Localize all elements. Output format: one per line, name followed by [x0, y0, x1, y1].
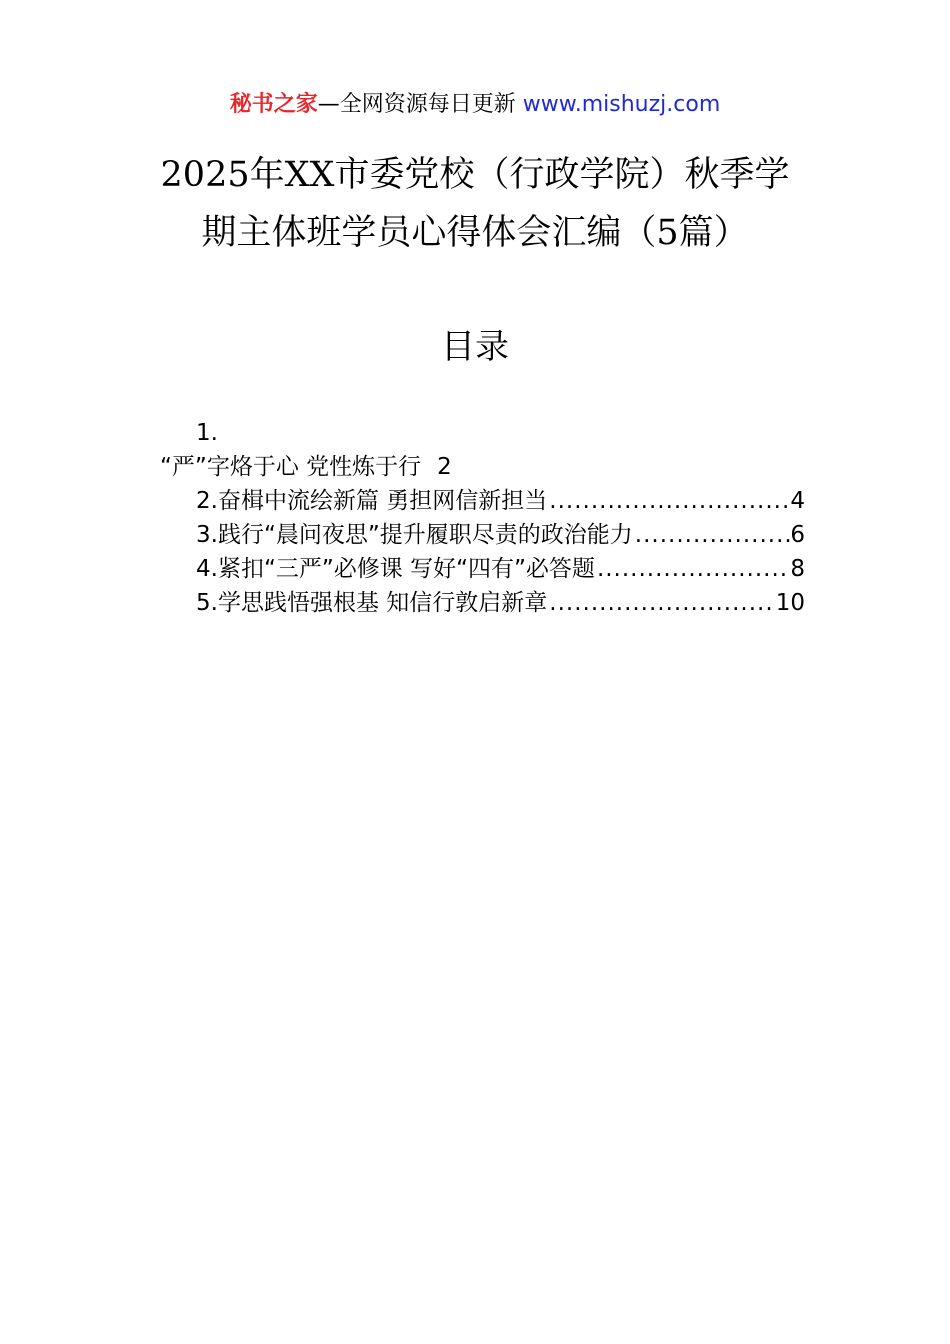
- toc-heading: 目录: [441, 327, 509, 367]
- brand-name: 秘书之家: [229, 92, 318, 117]
- toc-entry-number: 4.: [196, 556, 218, 582]
- toc-entry-1[interactable]: [160, 450, 805, 484]
- site-url[interactable]: www.mishuzj.com: [522, 92, 721, 117]
- toc-entry-text: 践行“晨问夜思”提升履职尽责的政治能力: [217, 522, 633, 548]
- toc-entry-1-text: “严”字烙于心 党性炼于行: [160, 454, 422, 480]
- dot-leader: [547, 484, 790, 518]
- dot-leader: [633, 518, 791, 552]
- toc-entry-4[interactable]: [160, 552, 805, 586]
- toc-entry-text: 学思践悟强根基 知信行敦启新章: [217, 590, 548, 616]
- toc-entry-page: 4: [790, 488, 805, 514]
- toc-entry-number: 2.: [196, 488, 218, 514]
- title-line-2: 期主体班学员心得体会汇编（5篇）: [201, 213, 749, 253]
- toc-entry-text: 奋楫中流绘新篇 勇担网信新担当: [217, 488, 548, 514]
- toc-entry-text: 紧扣“三严”必修课 写好“四有”必答题: [217, 556, 595, 582]
- dot-leader: [547, 586, 775, 620]
- toc-entry-1-number: 1.: [196, 420, 218, 446]
- table-of-contents: [160, 416, 805, 620]
- dot-leader: [595, 552, 790, 586]
- document-title: [0, 146, 950, 262]
- toc-entry-3[interactable]: [160, 518, 805, 552]
- title-line-1: 2025年XX市委党校（行政学院）秋季学: [160, 155, 790, 195]
- toc-entry-page: 10: [775, 590, 805, 616]
- toc-entry-2[interactable]: [160, 484, 805, 518]
- toc-entry-number: 5.: [196, 590, 218, 616]
- toc-entry-5[interactable]: [160, 586, 805, 620]
- toc-entry-page: 6: [790, 522, 805, 548]
- toc-entry-1-page: 2: [437, 454, 452, 480]
- toc-entry-page: 8: [790, 556, 805, 582]
- header-tagline: —全网资源每日更新: [317, 92, 523, 117]
- header-banner: [0, 88, 950, 122]
- toc-entry-number: 3.: [196, 522, 218, 548]
